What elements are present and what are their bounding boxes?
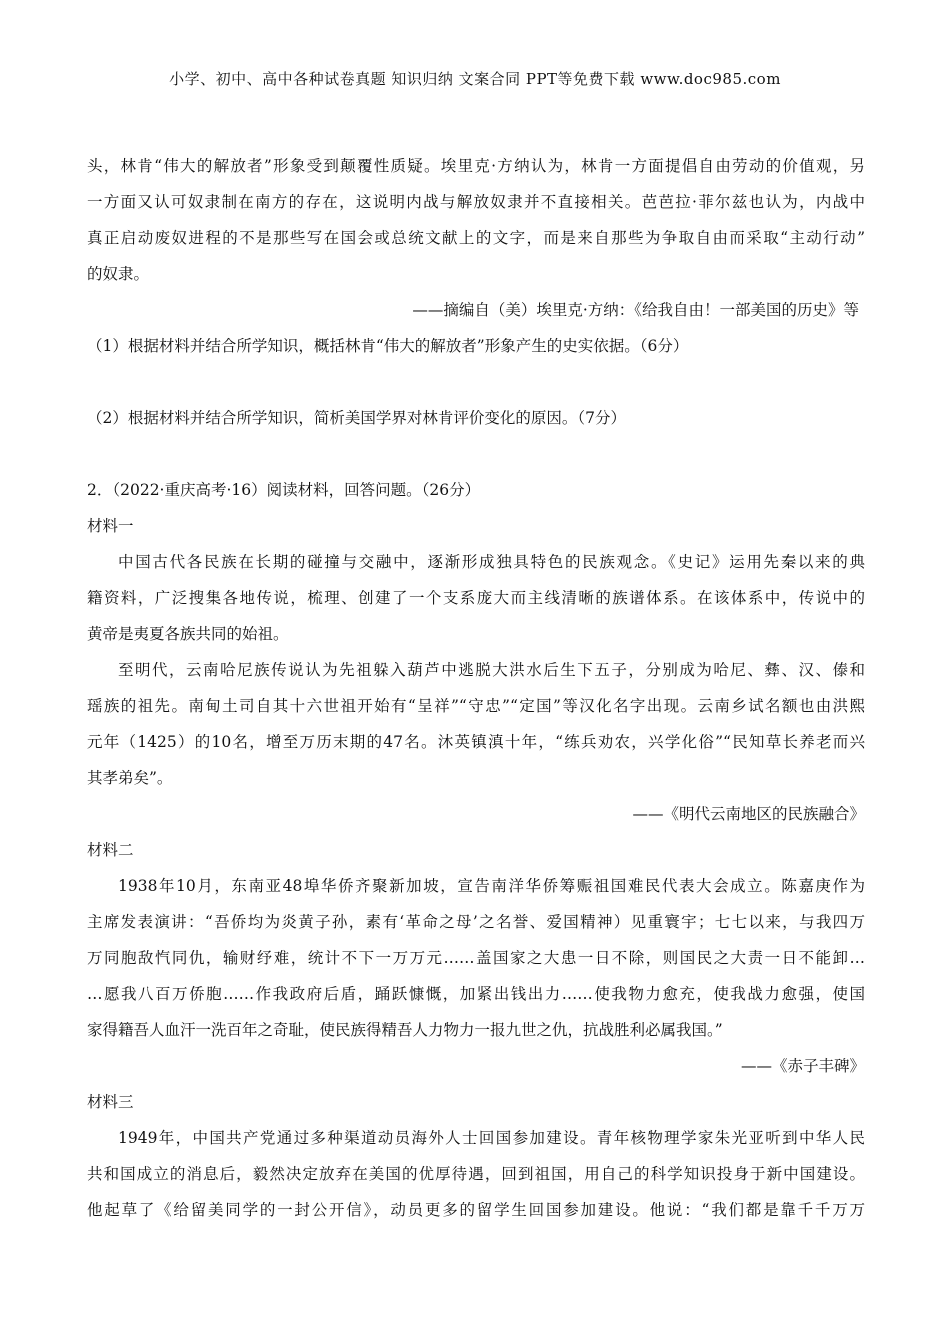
m3-line: 他起草了《给留美同学的一封公开信》，动员更多的留学生回国参加建设。他说：“我们都是靠千千万万: [87, 1201, 865, 1219]
q1-line: 真正启动废奴进程的不是那些写在国会或总统文献上的文字，而是来自那些为争取自由而采取“主动行动”: [87, 229, 865, 247]
material-2-source: ——《赤子丰碑》: [740, 1057, 865, 1075]
m1-line: 籍资料，广泛搜集各地传说，梳理、创建了一个支系庞大而主线清晰的族谱体系。在该体系中，传说中的: [87, 589, 865, 607]
material-1-label: 材料一: [87, 517, 134, 535]
m1-line: 中国古代各民族在长期的碰撞与交融中，逐渐形成独具特色的民族观念。《史记》运用先秦以来的典: [118, 553, 865, 571]
m1-line: 瑶族的祖先。南甸土司自其十六世祖开始有“呈祥”“守忠”“定国”等汉化名字出现。云南乡试名额也由洪熙: [87, 697, 865, 715]
m1-line: 至明代，云南哈尼族传说认为先祖躲入葫芦中逃脱大洪水后生下五子，分别成为哈尼、彝、汉、傣和: [118, 661, 865, 679]
m2-line: 家得籍吾人血汗一洗百年之奇耻，使民族得精吾人力物力一报九世之仇，抗战胜利必属我国。”: [87, 1021, 723, 1039]
m3-line: 1949年，中国共产党通过多种渠道动员海外人士回国参加建设。青年核物理学家朱光亚听到中华人民: [118, 1129, 865, 1147]
m2-line: 1938年10月，东南亚48埠华侨齐聚新加坡，宣告南洋华侨筹赈祖国难民代表大会成立。陈嘉庚作为: [118, 877, 865, 895]
document-body: [87, 148, 865, 1228]
q1-source: ——摘编自（美）埃里克·方纳：《给我自由！一部美国的历史》等: [412, 301, 859, 319]
q1-line: 一方面又认可奴隶制在南方的存在，这说明内战与解放奴隶并不直接相关。芭芭拉·菲尔兹也认为，内战中: [87, 193, 865, 211]
material-2-label: 材料二: [87, 841, 134, 859]
page-header-banner: 小学、初中、高中各种试卷真题 知识归纳 文案合同 PPT等免费下载 www.doc985.com: [169, 70, 781, 88]
m2-line: …愿我八百万侨胞……作我政府后盾，踊跃慷慨，加紧出钱出力……使我物力愈充，使我战力愈强，使国: [87, 985, 865, 1003]
q1-line: 的奴隶。: [87, 265, 150, 283]
m1-line: 元年（1425）的10名，增至万历末期的47名。沐英镇滇十年，“练兵劝农，兴学化俗”“民知草长养老而兴: [87, 733, 865, 751]
m1-line: 其孝弟矣”。: [87, 769, 173, 787]
m2-line: 主席发表演讲：“吾侨均为炎黄子孙，素有‘革命之母’之名誉、爱国精神）见重寰宇；七七以来，与我四万: [87, 913, 865, 931]
q1-subquestion-2: （2）根据材料并结合所学知识，简析美国学界对林肯评价变化的原因。（7分）: [87, 409, 626, 427]
material-3-label: 材料三: [87, 1093, 134, 1111]
m3-line: 共和国成立的消息后，毅然决定放弃在美国的优厚待遇，回到祖国，用自己的科学知识投身于新中国建设。: [87, 1165, 865, 1183]
m2-line: 万同胞敌忾同仇，输财纾难，统计不下一万万元……盖国家之大患一日不除，则国民之大责一日不能卸…: [87, 949, 865, 967]
m1-line: 黄帝是夷夏各族共同的始祖。: [87, 625, 289, 643]
q1-line: 头，林肯“伟大的解放者”形象受到颠覆性质疑。埃里克·方纳认为，林肯一方面提倡自由劳动的价值观，另: [87, 157, 865, 175]
q2-title: 2．（2022·重庆高考·16）阅读材料，回答问题。（26分）: [87, 481, 481, 499]
material-1-source: ——《明代云南地区的民族融合》: [632, 805, 865, 823]
q1-subquestion-1: （1）根据材料并结合所学知识，概括林肯“伟大的解放者”形象产生的史实依据。（6分）: [87, 337, 689, 355]
